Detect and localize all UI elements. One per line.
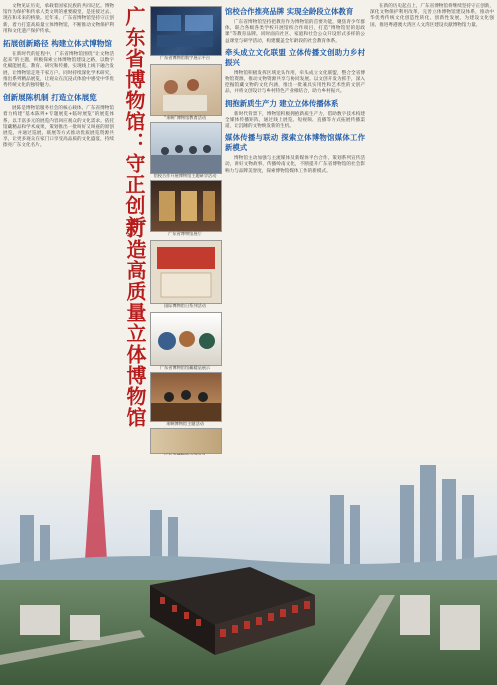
caption: 馆校合作开展博物馆主题研学活动 — [153, 173, 217, 178]
section-body: 在新时代的征程中，广东省博物馆围绕“让文物活起来”的主题，积极探索立体博物馆建设之路，以数字化赋能展览、教育、研究和传播，实现线上线下融合发展，让博物馆走进千家万户。同时持续深化学术研究，推出系列精品展览，让观众在沉浸式体验中感受中华优秀传统文化的独特魅力。 — [3, 52, 114, 89]
section-body: 博物馆主动加强与主流媒体及新媒体平台合作，策划系列宣传活动，讲好文物故事，传播岭南文化，不断提升广东省博物馆的社会影响力与品牌美誉度，探索博物馆媒体工作的新模式。 — [225, 156, 365, 174]
photo-school-tour — [150, 122, 222, 174]
section-body: 展陈是博物馆服务社会的核心载体。广东省博物馆着力构建“基本陈列+专题展览+临时展览”的展览体系，以丰富多元的展览内容回应观众的文化需求。依托馆藏精品和学术成果，策划推出一批叫好又叫座的原创展览，并通过巡展、联展等方式推动优质展览资源共享，让更多观众在家门口享受高品质的文化盛宴，持续擦亮广东文化名片。 — [3, 106, 114, 149]
section-heading: 牵头成立文化联盟 立体传播文创助力乡村振兴 — [225, 47, 365, 67]
photo-cultural-products — [150, 428, 222, 454]
headline-part-1: 广东省博物馆：守正创新 — [122, 6, 146, 237]
photo-edu-activity-art — [151, 65, 221, 115]
left-column — [3, 4, 114, 449]
photo-collection — [150, 312, 222, 366]
headline-part-2: 打造高质量立体博物馆 — [123, 218, 147, 428]
right-body: 在新的历史起点上，广东省博物馆将继续坚持守正创新，深化文物保护利用改革，完善立体博物馆建设体系，推动中华优秀传统文化创造性转化、创新性发展，为建设文化强国、推进粤港澳大湾区人文湾区建设贡献博物馆力量。 — [370, 4, 494, 28]
photo-activity-group-art — [151, 373, 221, 421]
photo-museum-day-art — [151, 241, 221, 303]
caption: 广东省博物馆馆藏精品展示 — [159, 365, 211, 370]
photo-digital-platform — [150, 6, 222, 56]
photo-exhibition-hall-art — [151, 181, 221, 231]
middle-column — [225, 4, 365, 444]
photo-exhibition-hall — [150, 180, 222, 232]
section-body: 博物馆积极发挥区域龙头作用，牵头成立文化联盟，整合全省博物馆资源，推动文物资源共享与协同发展。以文创开发为抓手，深入挖掘馆藏文物的文化内涵，推出一批兼具实用性和艺术性的文创产品，并将文创设计与乡村特色产业相结合，助力乡村振兴。 — [225, 70, 365, 95]
museum-skyline-art — [0, 455, 497, 685]
intro-paragraph: 文物见证历史，承载着国家民族的共同记忆。博物馆作为保护和传承人类文明的重要殿堂，是连接过去、现在和未来的桥梁。近年来，广东省博物馆坚持守正创新，着力打造高质量立体博物馆，不断推动文物保护利用和文化遗产保护传承。 — [3, 4, 114, 34]
section-heading: 拥抱新质生产力 建立立体传播体系 — [225, 98, 339, 108]
caption: 来啊博物馆主题活动 — [166, 421, 204, 426]
photo-museum-day — [150, 240, 222, 304]
right-column — [370, 4, 494, 404]
photo-school-tour-art — [151, 123, 221, 173]
caption: 广东省博物馆展厅 — [168, 231, 202, 236]
photo-digital-platform-art — [151, 7, 221, 55]
caption: “来啊”博物馆教育活动 — [163, 115, 207, 120]
section-heading: 馆校合作推亮品牌 实现全龄段立体教育 — [225, 7, 354, 16]
section-heading: 媒体传播与联动 探索立体博物馆媒体工作新模式 — [225, 133, 365, 153]
section-body: 新时代背景下，博物馆积极拥抱新质生产力，借助数字技术构建全媒体传播矩阵，通过线上展览、短视频、直播等方式拓展传播渠道，让沉睡的文物焕发新的生机。 — [225, 111, 365, 130]
caption: 广东省博物馆数字展示平台 — [159, 55, 211, 60]
section-heading: 创新展陈机制 打造立体展览 — [3, 93, 97, 103]
photo-activity-group — [150, 372, 222, 422]
section-heading: 拓展创新路径 构建立体式博物馆 — [3, 39, 112, 49]
section-body: 广东省博物馆坚持把教育作为博物馆的首要功能，聚焦青少年群体，联合各级各类学校开展馆校合作项目，打造“博物馆里的思政课”等教育品牌。同时面向社区、家庭和社会公众开设形式多样的公益课堂与研学活动，构建覆盖全年龄段的社会教育体系。 — [225, 20, 365, 44]
caption: 国际博物馆日系列活动 — [164, 303, 206, 308]
photo-edu-activity — [150, 64, 222, 116]
photo-collection-art — [151, 313, 221, 365]
museum-skyline-photo — [0, 455, 497, 685]
